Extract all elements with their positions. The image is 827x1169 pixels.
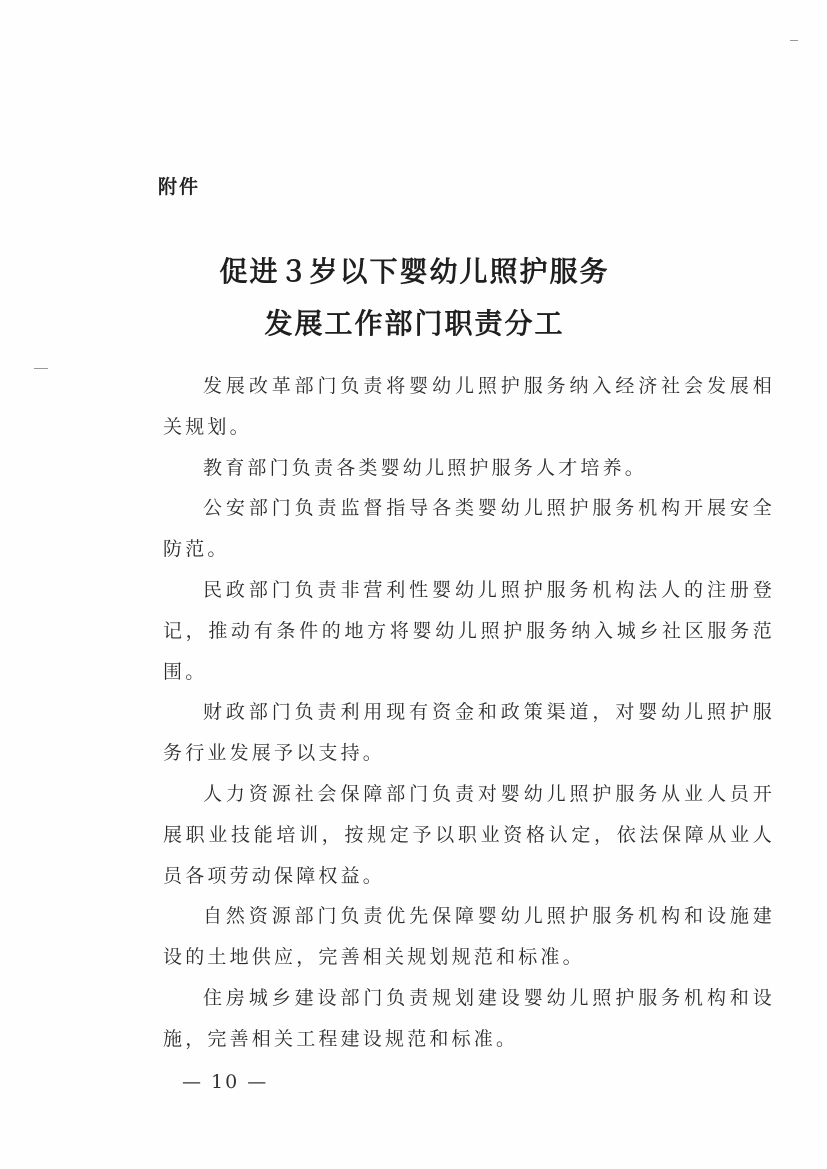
paragraph-public-security: 公安部门负责监督指导各类婴幼儿照护服务机构开展安全防范。 <box>163 497 775 561</box>
document-title-line-2: 发展工作部门职责分工 <box>264 307 565 340</box>
page-number: — 10 — <box>182 1071 269 1093</box>
scan-artifact <box>790 40 798 41</box>
paragraph-development-reform: 发展改革部门负责将婴幼儿照护服务纳入经济社会发展相关规划。 <box>163 375 775 438</box>
paragraph-civil-affairs: 民政部门负责非营利性婴幼儿照护服务机构法人的注册登记，推动有条件的地方将婴幼儿照护服务纳入城乡社区服务范围。 <box>163 578 775 683</box>
paragraph-housing-construction: 住房城乡建设部门负责规划建设婴幼儿照护服务机构和设施，完善相关工程建设规范和标准。 <box>163 986 775 1050</box>
scan-artifact <box>34 368 48 369</box>
document-title-line-1: 促进３岁以下婴幼儿照护服务 <box>219 255 610 288</box>
paragraph-human-resources: 人力资源社会保障部门负责对婴幼儿照护服务从业人员开展职业技能培训，按规定予以职业资格认定，依法保障从业人员各项劳动保障权益。 <box>163 782 775 887</box>
document-body <box>163 366 775 1060</box>
paragraph-education: 教育部门负责各类婴幼儿照护服务人才培养。 <box>203 456 648 479</box>
paragraph-natural-resources: 自然资源部门负责优先保障婴幼儿照护服务机构和设施建设的土地供应，完善相关规划规范和标准。 <box>163 905 775 969</box>
attachment-label: 附件 <box>158 176 201 198</box>
paragraph-finance: 财政部门负责利用现有资金和政策渠道，对婴幼儿照护服务行业发展予以支持。 <box>163 701 775 765</box>
